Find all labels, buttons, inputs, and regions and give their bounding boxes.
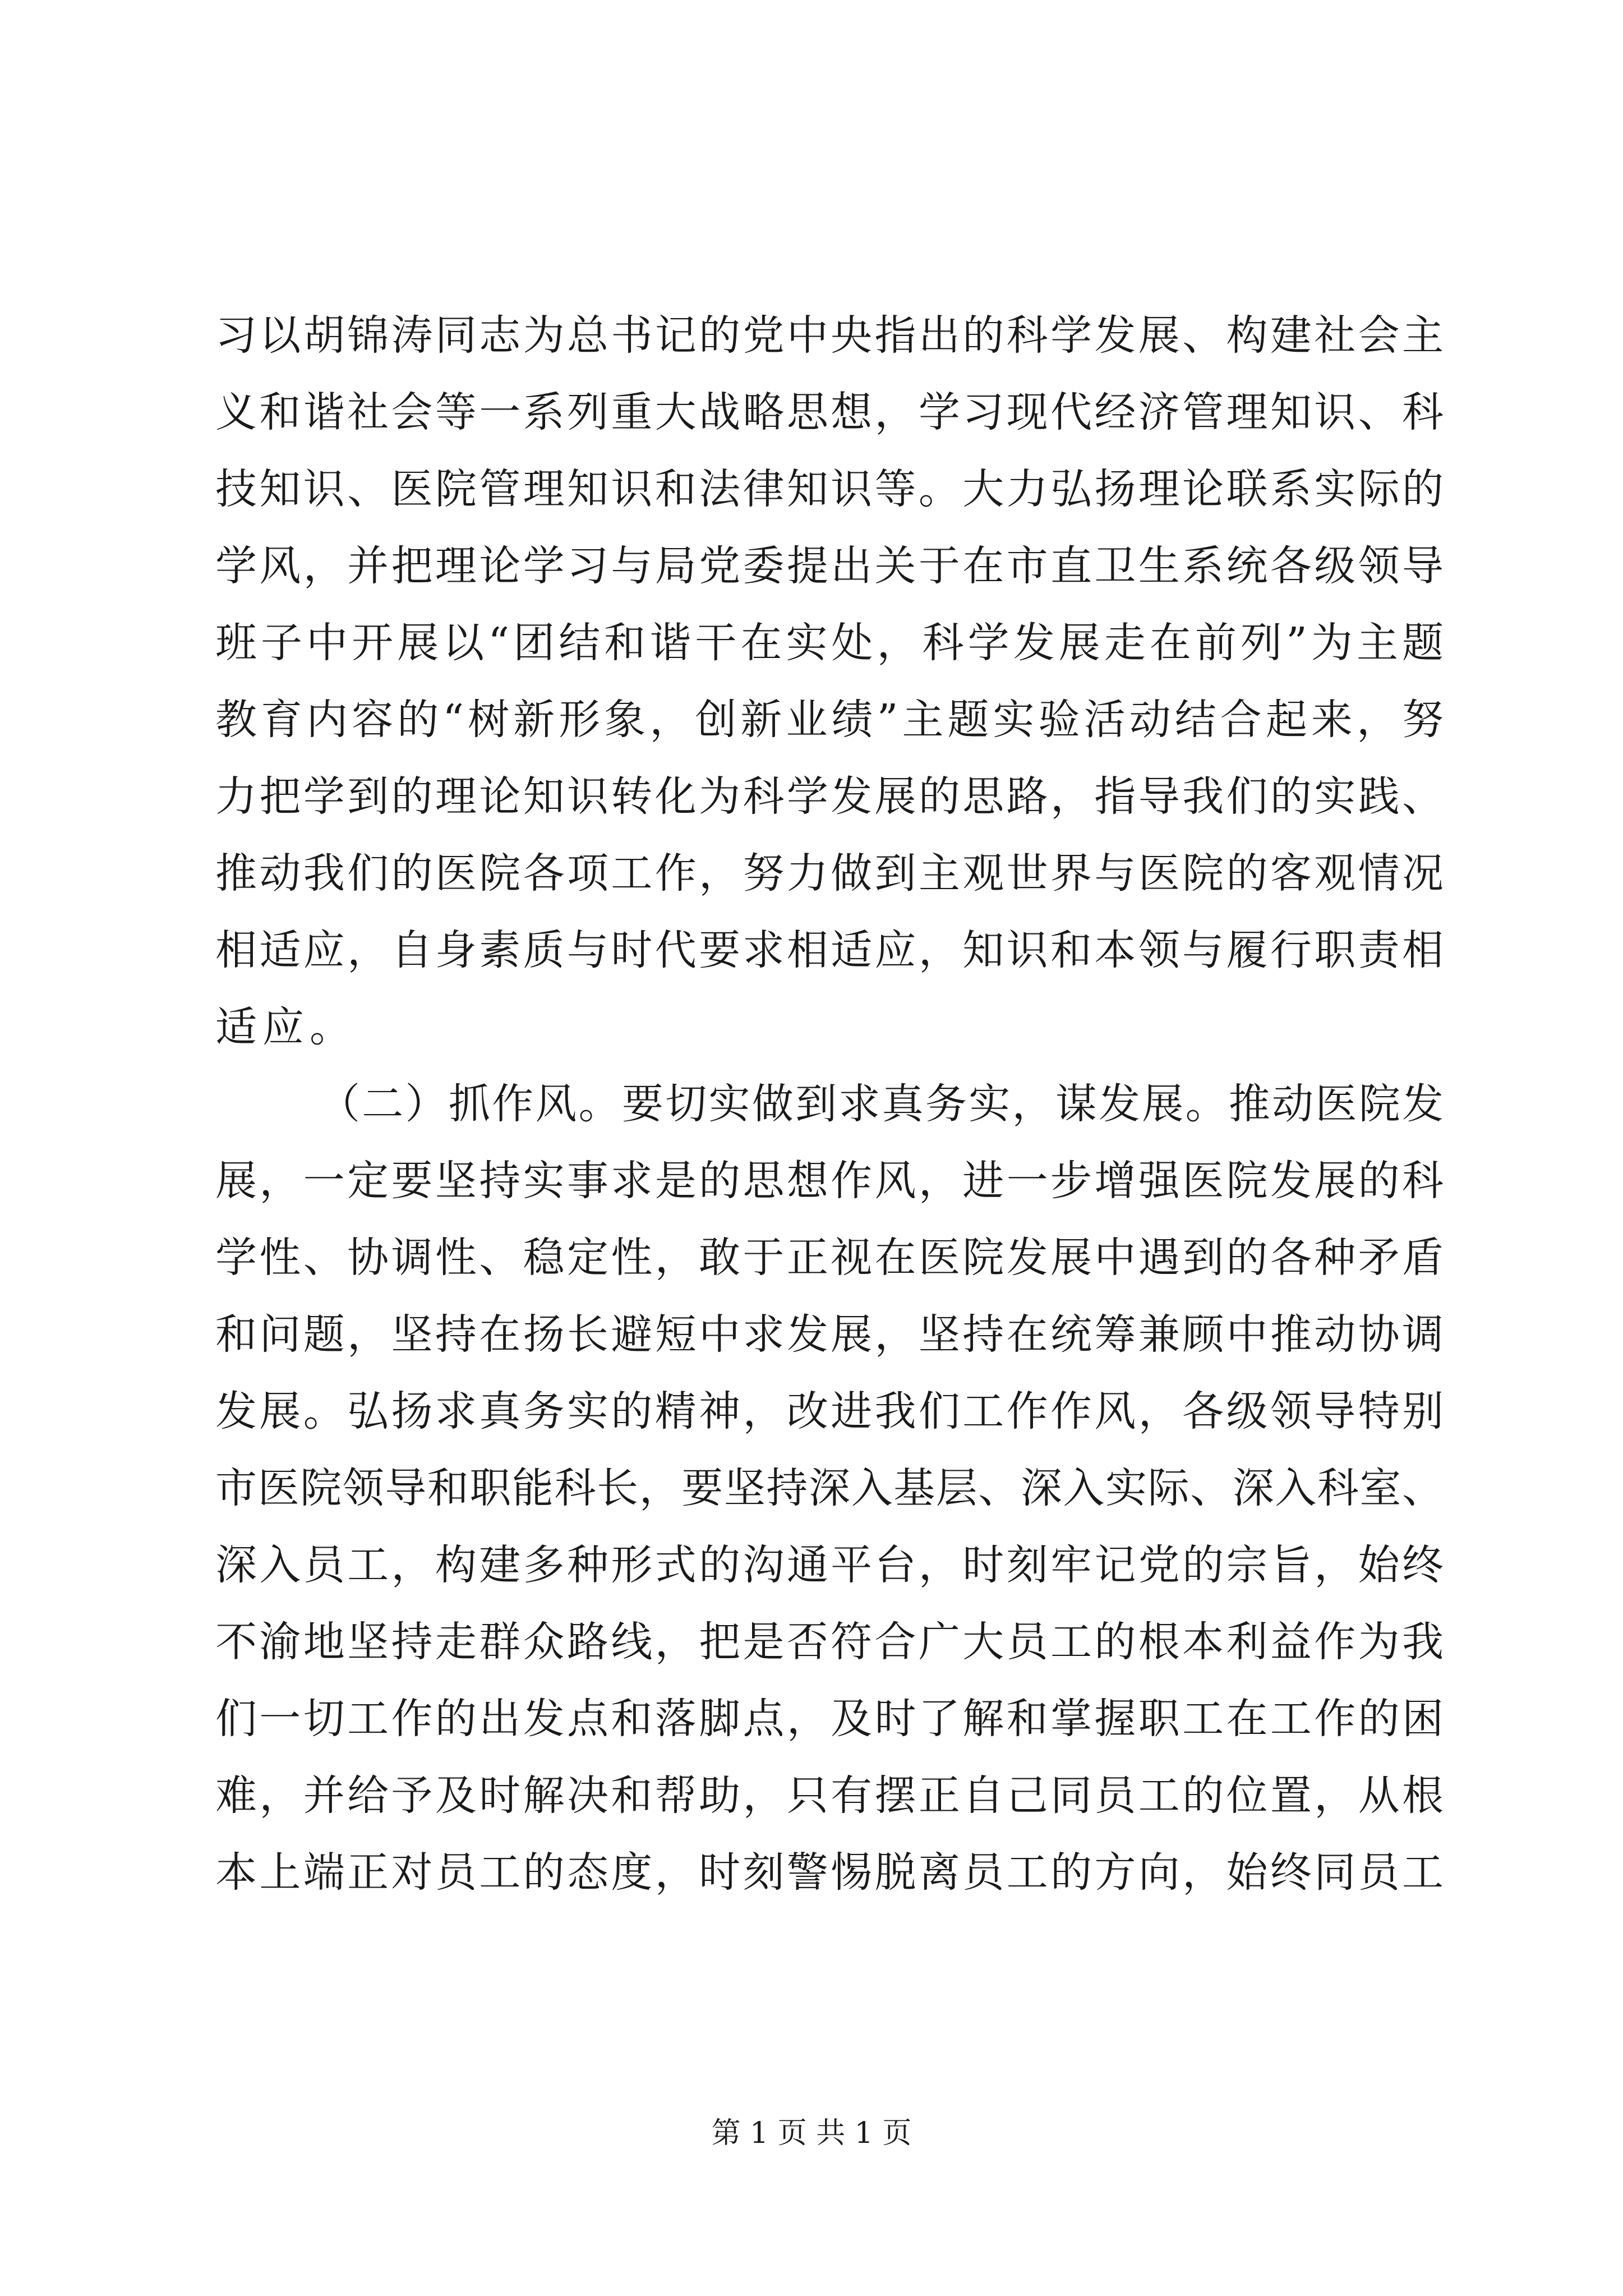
text-line: 教育内容的“树新形象，创新业绩”主题实验活动结合起来，努 — [215, 696, 1444, 744]
text-line: 推动我们的医院各项工作，努力做到主观世界与医院的客观情况 — [215, 849, 1444, 898]
text-line: 发展。弘扬求真务实的精神，改进我们工作作风，各级领导特别 — [215, 1387, 1444, 1435]
text-line: 班子中开展以“团结和谐干在实处，科学发展走在前列”为主题 — [215, 619, 1444, 667]
page-footer: 第 1 页 共 1 页 — [711, 2116, 912, 2150]
text-line: 本上端正对员工的态度，时刻警惕脱离员工的方向，始终同员工 — [215, 1848, 1444, 1897]
text-line: 难，并给予及时解决和帮助，只有摆正自己同员工的位置，从根 — [215, 1772, 1444, 1820]
text-line: 和问题，坚持在扬长避短中求发展，坚持在统筹兼顾中推动协调 — [215, 1310, 1444, 1359]
text-line: 们一切工作的出发点和落脚点，及时了解和掌握职工在工作的困 — [215, 1695, 1444, 1743]
text-line: 义和谐社会等一系列重大战略思想，学习现代经济管理知识、科 — [215, 388, 1444, 436]
text-line: 展，一定要坚持实事求是的思想作风，进一步增强医院发展的科 — [215, 1157, 1444, 1205]
text-line: 市医院领导和职能科长，要坚持深入基层、深入实际、深入科室、 — [215, 1464, 1444, 1512]
text-line: 习以胡锦涛同志为总书记的党中央指出的科学发展、构建社会主 — [215, 311, 1444, 360]
text-line: 学风，并把理论学习与局党委提出关于在市直卫生系统各级领导 — [215, 542, 1444, 590]
text-line: 适应。 — [215, 1003, 357, 1051]
text-line: 技知识、医院管理知识和法律知识等。大力弘扬理论联系实际的 — [215, 465, 1444, 513]
text-line: 学性、协调性、稳定性，敢于正视在医院发展中遇到的各种矛盾 — [215, 1234, 1444, 1282]
text-line: 深入员工，构建多种形式的沟通平台，时刻牢记党的宗旨，始终 — [215, 1541, 1444, 1589]
text-line: 相适应，自身素质与时代要求相适应，知识和本领与履行职责相 — [215, 926, 1444, 974]
section-heading-line: （二）抓作风。要切实做到求真务实，谋发展。推动医院发 — [319, 1080, 1444, 1128]
text-line: 力把学到的理论知识转化为科学发展的思路，指导我们的实践、 — [215, 772, 1444, 821]
text-line: 不渝地坚持走群众路线，把是否符合广大员工的根本利益作为我 — [215, 1618, 1444, 1666]
